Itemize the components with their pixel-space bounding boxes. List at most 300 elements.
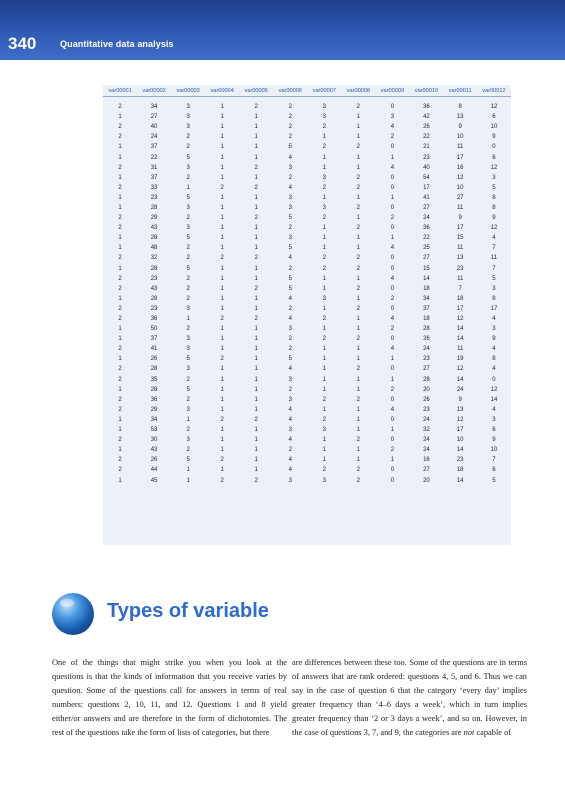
table-cell: 1 <box>118 386 122 393</box>
table-cell: 2 <box>288 447 292 454</box>
table-cell: 2 <box>118 467 122 474</box>
table-cell: 2 <box>186 376 190 383</box>
table-cell: 36 <box>423 225 430 232</box>
table-cell: 8 <box>458 104 462 111</box>
table-cell: 2 <box>186 134 190 141</box>
table-cell: 1 <box>254 376 258 383</box>
table-cell: 1 <box>220 104 224 111</box>
table-cell: 2 <box>322 144 326 151</box>
table-cell: 7 <box>492 265 496 272</box>
table-cell: 9 <box>458 124 462 131</box>
table-cell: 1 <box>118 326 122 333</box>
table-cell: 2 <box>288 174 292 181</box>
table-cell: 1 <box>220 275 224 282</box>
table-row <box>103 132 511 142</box>
table-cell: 18 <box>423 285 430 292</box>
table-cell: 22 <box>150 154 158 161</box>
page-number: 340 <box>8 34 37 53</box>
table-cell: 0 <box>390 437 395 444</box>
table-cell: 17 <box>456 225 464 232</box>
table-cell: 1 <box>118 245 122 252</box>
table-cell: 36 <box>150 396 158 403</box>
table-cell: 10 <box>456 437 464 444</box>
table-cell: 5 <box>288 144 292 151</box>
table-cell: 2 <box>118 134 122 141</box>
table-cell: 2 <box>118 255 122 262</box>
table-cell: 2 <box>118 275 122 282</box>
table-cell: 2 <box>118 305 122 312</box>
table-row <box>103 193 511 203</box>
table-cell: 1 <box>254 326 258 333</box>
table-cell: 11 <box>490 255 498 262</box>
table-cell: 2 <box>288 124 292 131</box>
table-cell: 1 <box>390 457 395 464</box>
table-cell: 2 <box>390 215 395 222</box>
table-cell: 2 <box>390 326 395 333</box>
table-cell: 1 <box>390 194 395 201</box>
table-row <box>103 173 511 183</box>
table-cell: 1 <box>390 154 395 161</box>
table-cell: 2 <box>356 336 361 343</box>
table-cell: 9 <box>458 215 462 222</box>
table-cell: 2 <box>186 255 190 262</box>
table-cell: 0 <box>390 144 395 151</box>
table-cell: 1 <box>220 326 224 333</box>
table-cell: 14 <box>456 326 464 333</box>
table-row <box>103 364 511 374</box>
table-cell: 3 <box>186 336 190 343</box>
table-cell: 20 <box>423 386 430 393</box>
table-cell: 4 <box>492 366 496 373</box>
table-cell: 2 <box>186 285 190 292</box>
table-cell: 1 <box>356 326 361 333</box>
table-cell: 5 <box>492 477 496 484</box>
table-cell: 3 <box>288 376 292 383</box>
table-cell: 13 <box>456 406 464 413</box>
table-cell: 2 <box>356 174 361 181</box>
table-cell: 3 <box>288 396 292 403</box>
table-cell: 2 <box>186 427 190 434</box>
table-cell: 1 <box>220 346 224 353</box>
table-cell: 1 <box>254 144 258 151</box>
table-cell: 2 <box>118 366 122 373</box>
table-cell: 1 <box>322 305 326 312</box>
table-cell: 1 <box>254 467 258 474</box>
table-cell: 0 <box>390 336 395 343</box>
table-cell: 1 <box>322 356 326 363</box>
table-cell: 0 <box>390 477 395 484</box>
table-cell: 5 <box>186 356 190 363</box>
table-cell: 1 <box>322 245 326 252</box>
table-cell: 3 <box>492 416 496 423</box>
table-cell: 9 <box>492 215 496 222</box>
table-cell: 1 <box>390 427 395 434</box>
table-cell: 3 <box>288 427 292 434</box>
table-cell: 2 <box>220 416 224 423</box>
table-cell: 9 <box>492 134 496 141</box>
table-cell: 1 <box>220 295 224 302</box>
table-row <box>103 243 511 253</box>
table-cell: 3 <box>322 477 326 484</box>
table-cell: 1 <box>356 447 361 454</box>
table-cell: 1 <box>322 457 326 464</box>
table-cell: 2 <box>356 184 361 191</box>
table-cell: 4 <box>492 316 496 323</box>
table-cell: 28 <box>150 386 158 393</box>
column-header: var00007 <box>312 87 336 94</box>
table-cell: 1 <box>220 194 224 201</box>
table-cell: 21 <box>423 144 430 151</box>
table-cell: 1 <box>220 265 224 272</box>
table-cell: 9 <box>492 437 496 444</box>
table-cell: 1 <box>254 295 258 302</box>
table-row <box>103 395 511 405</box>
table-cell: 2 <box>118 396 122 403</box>
table-cell: 0 <box>390 285 395 292</box>
table-cell: 1 <box>322 437 326 444</box>
table-cell: 2 <box>356 104 361 111</box>
table-cell: 26 <box>150 457 158 464</box>
table-cell: 1 <box>118 114 122 121</box>
table-cell: 14 <box>456 447 464 454</box>
table-cell: 43 <box>150 225 158 232</box>
table-cell: 2 <box>186 295 190 302</box>
table-cell: 2 <box>288 336 292 343</box>
table-cell: 1 <box>186 477 190 484</box>
table-cell: 2 <box>254 104 258 111</box>
table-cell: 2 <box>186 245 190 252</box>
table-cell: 3 <box>288 477 292 484</box>
table-cell: 17 <box>456 427 464 434</box>
table-cell: 0 <box>390 184 395 191</box>
table-cell: 2 <box>322 467 326 474</box>
table-cell: 1 <box>254 336 258 343</box>
table-cell: 1 <box>254 225 258 232</box>
table-cell: 2 <box>220 477 224 484</box>
table-cell: 12 <box>490 104 498 111</box>
table-cell: 1 <box>118 427 122 434</box>
table-cell: 3 <box>322 295 326 302</box>
table-cell: 12 <box>456 174 464 181</box>
table-cell: 2 <box>186 215 190 222</box>
table-cell: 34 <box>423 295 430 302</box>
table-cell: 2 <box>356 305 361 312</box>
table-row <box>103 415 511 425</box>
table-cell: 1 <box>118 416 122 423</box>
table-cell: 1 <box>220 204 224 211</box>
table-cell: 1 <box>220 366 224 373</box>
table-cell: 1 <box>254 427 258 434</box>
table-cell: 2 <box>322 336 326 343</box>
header-rule <box>103 96 511 97</box>
table-cell: 1 <box>220 376 224 383</box>
table-cell: 4 <box>288 467 292 474</box>
table-cell: 1 <box>356 164 361 171</box>
table-cell: 19 <box>456 356 464 363</box>
table-cell: 5 <box>288 275 292 282</box>
table-cell: 37 <box>150 144 158 151</box>
table-cell: 1 <box>322 164 326 171</box>
table-cell: 10 <box>490 124 498 131</box>
table-cell: 1 <box>356 154 361 161</box>
table-row <box>103 314 511 324</box>
table-cell: 13 <box>456 114 464 121</box>
table-row <box>103 304 511 314</box>
table-cell: 2 <box>118 346 122 353</box>
table-cell: 32 <box>423 427 430 434</box>
table-cell: 2 <box>118 406 122 413</box>
table-cell: 3 <box>322 174 326 181</box>
table-cell: 6 <box>492 154 496 161</box>
table-cell: 0 <box>390 204 395 211</box>
table-cell: 2 <box>356 144 361 151</box>
table-cell: 7 <box>458 285 462 292</box>
table-cell: 2 <box>186 144 190 151</box>
table-cell: 2 <box>254 215 258 222</box>
table-cell: 23 <box>150 305 158 312</box>
table-cell: 1 <box>356 346 361 353</box>
table-cell: 2 <box>118 285 122 292</box>
table-cell: 2 <box>220 356 224 363</box>
table-cell: 12 <box>490 386 498 393</box>
table-cell: 6 <box>492 467 496 474</box>
table-row <box>103 274 511 284</box>
table-cell: 1 <box>356 356 361 363</box>
table-cell: 5 <box>288 215 292 222</box>
table-row <box>103 233 511 243</box>
table-row <box>103 294 511 304</box>
table-cell: 1 <box>186 416 190 423</box>
column-header: var00001 <box>108 87 132 94</box>
table-cell: 1 <box>254 114 258 121</box>
table-cell: 43 <box>150 285 158 292</box>
table-cell: 10 <box>456 184 464 191</box>
table-cell: 8 <box>492 204 496 211</box>
table-cell: 1 <box>356 114 361 121</box>
table-cell: 2 <box>254 316 258 323</box>
table-cell: 1 <box>356 134 361 141</box>
column-header: var00010 <box>414 87 439 94</box>
table-header-row <box>103 85 511 96</box>
table-row <box>103 102 511 112</box>
table-cell: 2 <box>322 396 326 403</box>
table-cell: 1 <box>254 386 258 393</box>
table-cell: 2 <box>322 416 326 423</box>
table-cell: 2 <box>322 265 326 272</box>
table-cell: 18 <box>456 467 464 474</box>
table-cell: 1 <box>118 295 122 302</box>
table-cell: 0 <box>390 467 395 474</box>
table-cell: 2 <box>220 184 224 191</box>
table-row <box>103 112 511 122</box>
table-cell: 5 <box>288 356 292 363</box>
table-cell: 25 <box>423 245 430 252</box>
table-cell: 1 <box>118 265 122 272</box>
table-cell: 26 <box>423 124 430 131</box>
table-cell: 5 <box>186 386 190 393</box>
table-cell: 1 <box>356 376 361 383</box>
table-cell: 0 <box>390 225 395 232</box>
table-cell: 1 <box>220 154 224 161</box>
table-cell: 2 <box>118 215 122 222</box>
table-cell: 1 <box>254 174 258 181</box>
table-cell: 42 <box>423 114 430 121</box>
table-cell: 12 <box>456 316 464 323</box>
table-cell: 2 <box>186 174 190 181</box>
table-cell: 8 <box>492 194 496 201</box>
table-cell: 4 <box>288 154 292 161</box>
table-cell: 5 <box>288 245 292 252</box>
table-cell: 0 <box>390 396 395 403</box>
table-cell: 4 <box>492 346 496 353</box>
table-cell: 2 <box>322 215 326 222</box>
table-cell: 1 <box>220 336 224 343</box>
table-cell: 1 <box>220 235 224 242</box>
table-cell: 6 <box>492 427 496 434</box>
table-cell: 2 <box>322 255 326 262</box>
table-cell: 16 <box>423 457 430 464</box>
table-cell: 34 <box>150 104 158 111</box>
table-cell: 1 <box>356 215 361 222</box>
table-cell: 2 <box>254 285 258 292</box>
table-cell: 1 <box>254 265 258 272</box>
table-cell: 2 <box>288 104 292 111</box>
table-cell: 35 <box>150 376 158 383</box>
table-cell: 1 <box>220 134 224 141</box>
table-cell: 1 <box>220 174 224 181</box>
data-table <box>103 85 511 486</box>
table-body <box>103 96 511 486</box>
table-cell: 3 <box>186 104 190 111</box>
table-cell: 3 <box>186 124 190 131</box>
table-row <box>103 122 511 132</box>
table-cell: 27 <box>150 114 158 121</box>
table-cell: 11 <box>457 275 464 282</box>
table-cell: 1 <box>220 285 224 292</box>
table-cell: 4 <box>288 366 292 373</box>
table-cell: 14 <box>423 275 430 282</box>
table-cell: 14 <box>456 477 464 484</box>
table-cell: 45 <box>150 477 158 484</box>
table-cell: 1 <box>220 124 224 131</box>
table-cell: 2 <box>356 255 361 262</box>
table-cell: 4 <box>390 124 395 131</box>
table-row <box>103 405 511 415</box>
table-cell: 24 <box>456 386 464 393</box>
table-cell: 11 <box>457 204 464 211</box>
table-cell: 11 <box>457 346 464 353</box>
table-cell: 18 <box>423 316 430 323</box>
table-cell: 44 <box>150 467 158 474</box>
table-cell: 2 <box>356 477 361 484</box>
column-header: var00002 <box>142 87 166 94</box>
table-cell: 2 <box>356 437 361 444</box>
table-cell: 24 <box>150 134 158 141</box>
table-cell: 2 <box>254 416 258 423</box>
table-cell: 5 <box>186 265 190 272</box>
table-row <box>103 183 511 193</box>
table-cell: 40 <box>423 164 430 171</box>
table-cell: 0 <box>390 104 395 111</box>
table-cell: 22 <box>423 134 430 141</box>
table-cell: 36 <box>150 316 158 323</box>
table-cell: 5 <box>492 275 496 282</box>
table-cell: 1 <box>254 457 258 464</box>
table-cell: 2 <box>322 184 326 191</box>
table-cell: 1 <box>118 144 122 151</box>
table-row <box>103 163 511 173</box>
table-cell: 1 <box>322 386 326 393</box>
table-cell: 1 <box>356 427 361 434</box>
table-cell: 26 <box>423 336 430 343</box>
table-cell: 3 <box>492 285 496 292</box>
table-row <box>103 435 511 445</box>
table-cell: 1 <box>322 447 326 454</box>
table-cell: 3 <box>288 235 292 242</box>
table-cell: 5 <box>186 194 190 201</box>
table-cell: 4 <box>390 275 395 282</box>
table-cell: 12 <box>456 366 464 373</box>
table-cell: 1 <box>186 184 190 191</box>
table-cell: 4 <box>288 406 292 413</box>
table-cell: 2 <box>288 134 292 141</box>
table-cell: 0 <box>390 255 395 262</box>
table-cell: 4 <box>390 406 395 413</box>
table-cell: 23 <box>150 275 158 282</box>
table-cell: 11 <box>457 245 464 252</box>
table-cell: 1 <box>322 275 326 282</box>
table-cell: 1 <box>220 225 224 232</box>
table-cell: 4 <box>492 406 496 413</box>
table-cell: 5 <box>186 235 190 242</box>
table-row <box>103 264 511 274</box>
table-cell: 1 <box>118 356 122 363</box>
table-cell: 4 <box>390 346 395 353</box>
table-cell: 28 <box>150 204 158 211</box>
table-cell: 1 <box>254 194 258 201</box>
table-cell: 1 <box>356 295 361 302</box>
table-cell: 1 <box>118 204 122 211</box>
table-cell: 2 <box>186 447 190 454</box>
table-cell: 0 <box>492 376 496 383</box>
table-row <box>103 385 511 395</box>
table-cell: 4 <box>288 295 292 302</box>
table-cell: 4 <box>288 316 292 323</box>
table-cell: 3 <box>186 346 190 353</box>
column-header: var00004 <box>210 87 234 94</box>
table-cell: 24 <box>423 416 430 423</box>
table-cell: 1 <box>254 406 258 413</box>
table-cell: 2 <box>356 366 361 373</box>
table-row <box>103 324 511 334</box>
table-cell: 0 <box>492 144 496 151</box>
table-cell: 1 <box>254 204 258 211</box>
table-cell: 1 <box>356 194 361 201</box>
table-cell: 1 <box>220 386 224 393</box>
table-cell: 3 <box>322 427 326 434</box>
table-cell: 23 <box>423 406 430 413</box>
table-cell: 1 <box>254 124 258 131</box>
table-cell: 3 <box>322 204 326 211</box>
table-cell: 24 <box>423 215 430 222</box>
table-cell: 2 <box>118 437 122 444</box>
table-row <box>103 375 511 385</box>
table-cell: 1 <box>322 376 326 383</box>
table-cell: 2 <box>254 255 258 262</box>
table-cell: 2 <box>220 316 224 323</box>
table-cell: 1 <box>356 275 361 282</box>
table-cell: 1 <box>254 275 258 282</box>
